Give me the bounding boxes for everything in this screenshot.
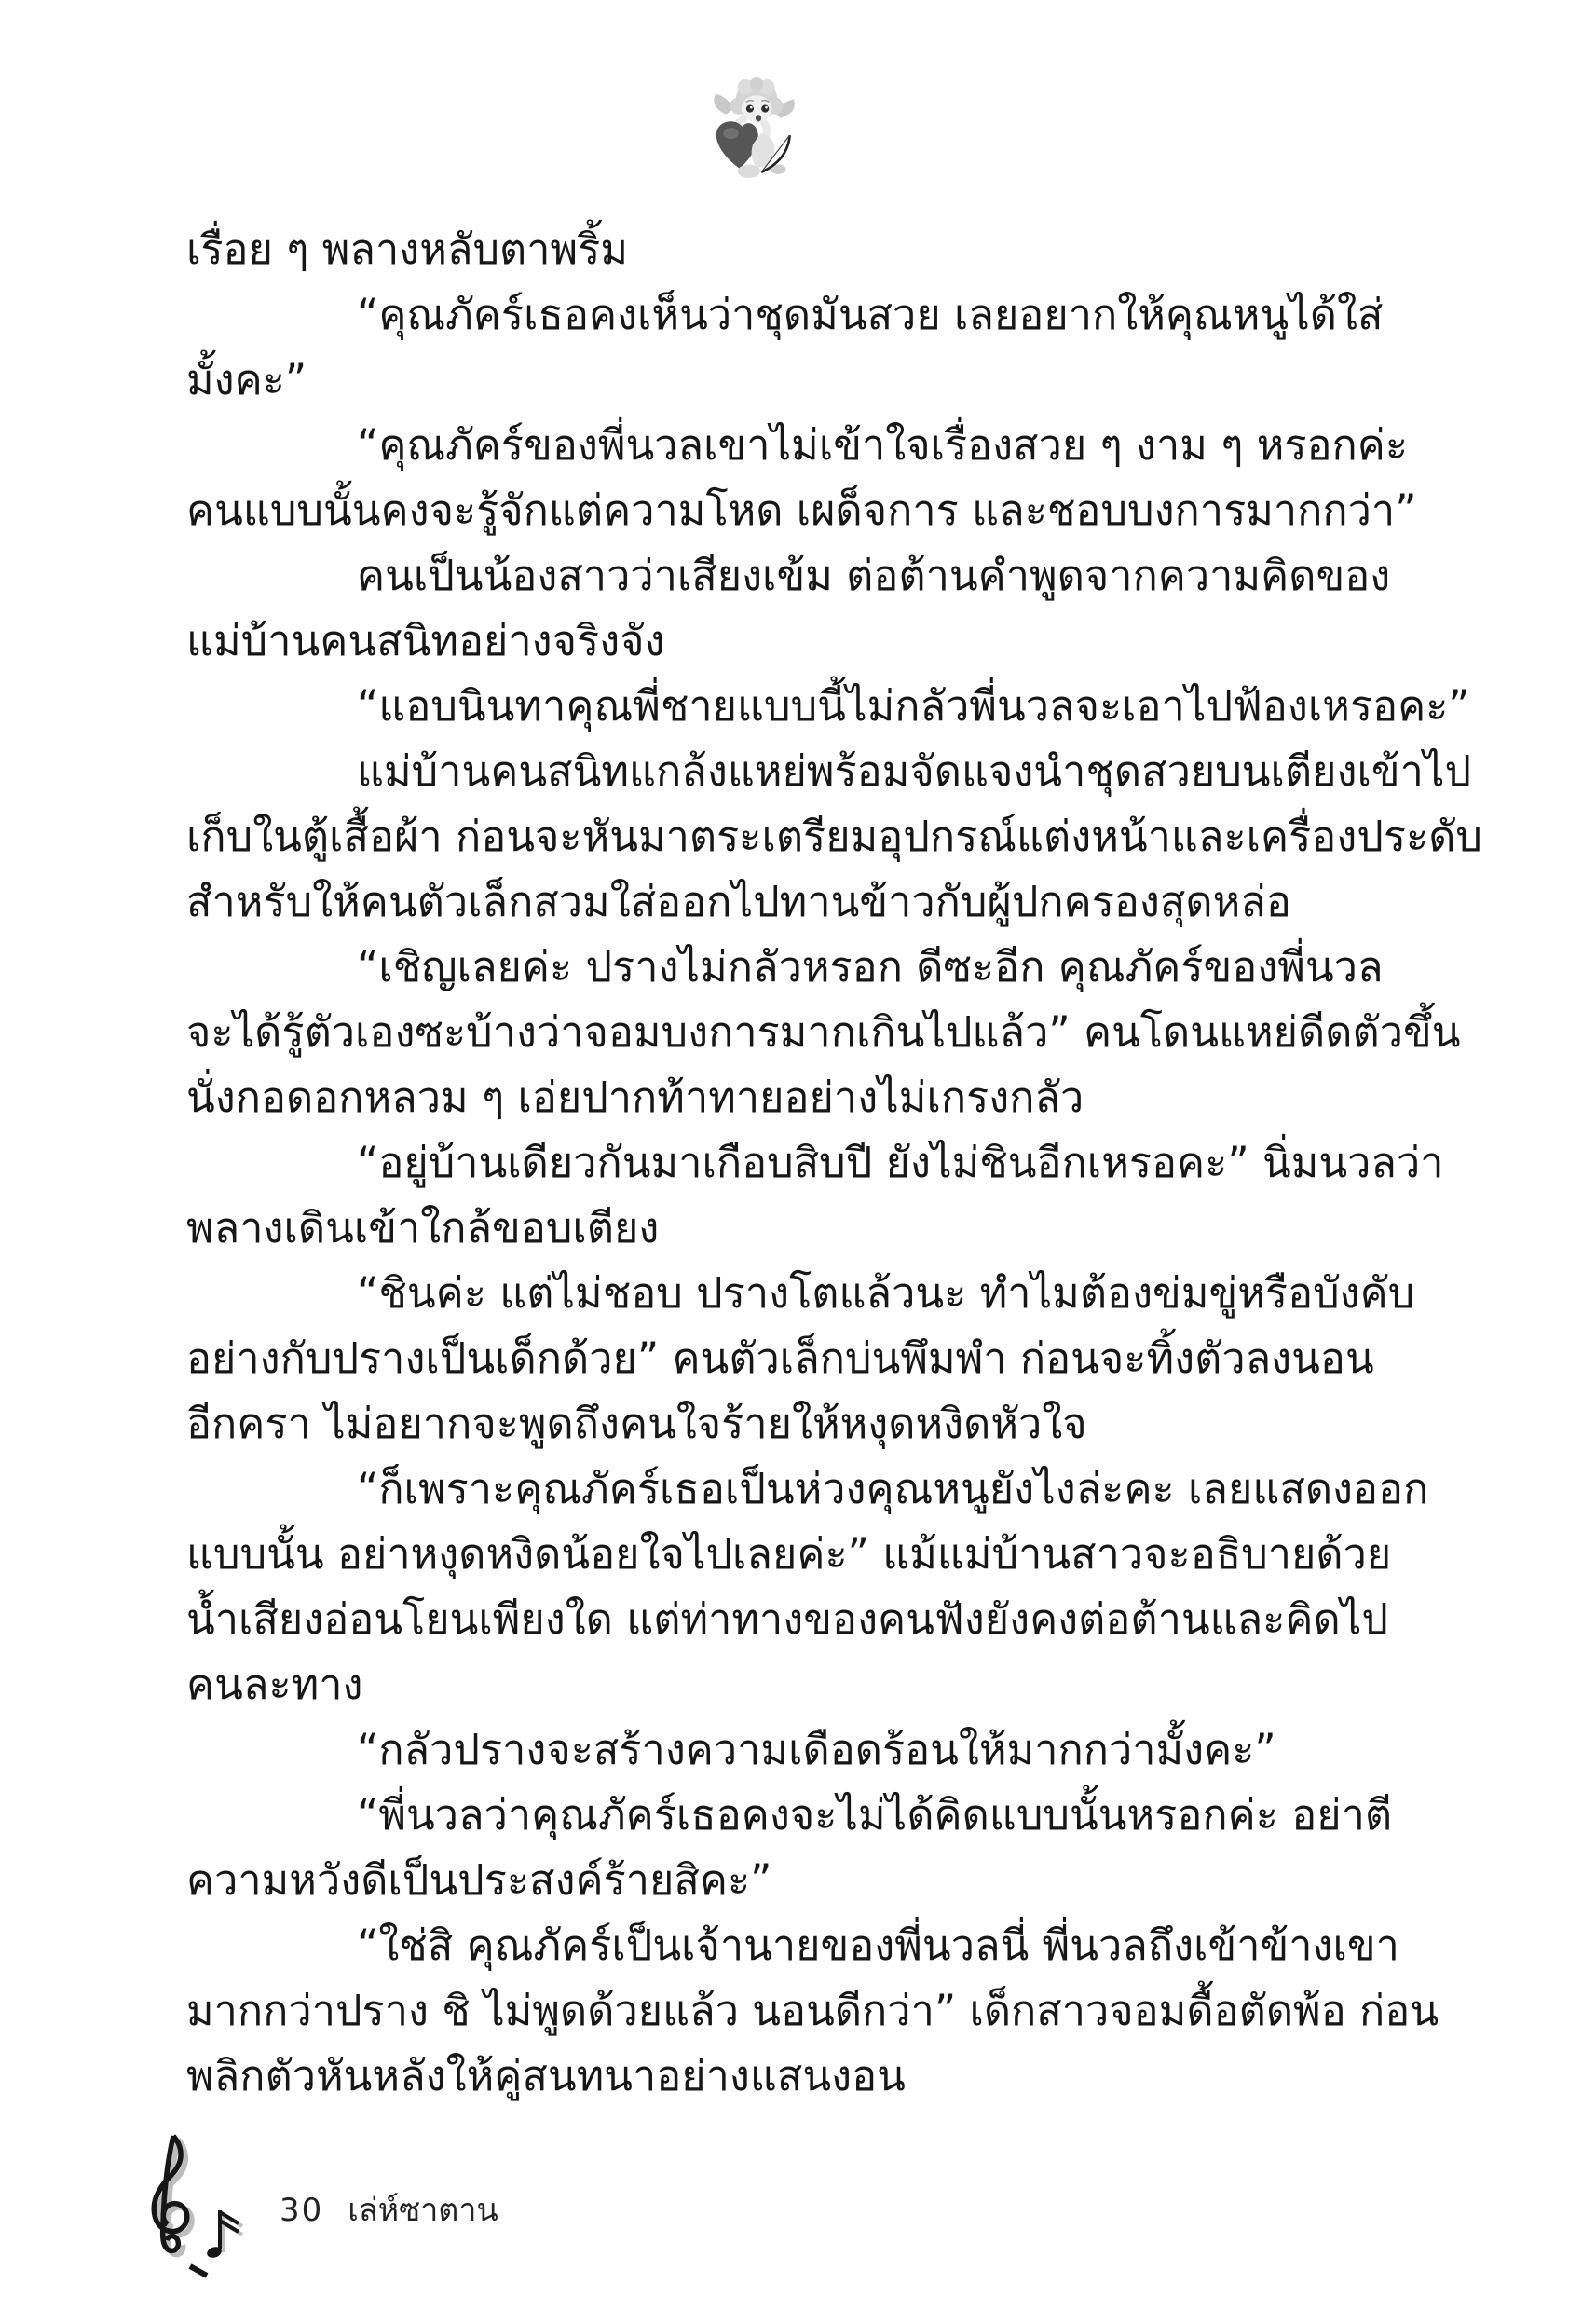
text-line: “อยู่บ้านเดียวกันมาเกือบสิบปี ยังไม่ชินอีกเหรอคะ” นิ่มนวลว่า: [357, 1138, 1444, 1187]
text-line: พลิกตัวหันหลังให้คู่สนทนาอย่างแสนงอน: [186, 2051, 906, 2100]
text-line: นั่งกอดอกหลวม ๆ เอ่ยปากท้าทายอย่างไม่เกรงกลัว: [186, 1073, 1084, 1122]
text-line: น้ำเสียงอ่อนโยนเพียงใด แต่ท่าทางของคนฟังยังคงต่อต้านและคิดไป: [186, 1594, 1388, 1644]
text-line: “กลัวปรางจะสร้างความเดือดร้อนให้มากกว่ามั้งคะ”: [357, 1725, 1276, 1774]
text-line: แม่บ้านคนสนิทแกล้งแหย่พร้อมจัดแจงนำชุดสวยบนเตียงเข้าไป: [357, 746, 1472, 796]
text-line: คนละทาง: [186, 1660, 363, 1709]
body-text: [186, 217, 1483, 2109]
text-line: คนเป็นน้องสาวว่าเสียงเข้ม ต่อต้านคำพูดจากความคิดของ: [357, 551, 1391, 600]
text-line: “พี่นวลว่าคุณภัคร์เธอคงจะไม่ได้คิดแบบนั้นหรอกค่ะ อย่าตี: [357, 1790, 1393, 1839]
text-line: มั้งคะ”: [186, 355, 307, 404]
treble-clef-icon: [136, 2130, 255, 2289]
text-line: มากกว่าปราง ชิ ไม่พูดด้วยแล้ว นอนดีกว่า” เด็กสาวจอมดื้อตัดพ้อ ก่อน: [186, 1986, 1439, 2035]
text-line: เก็บในตู้เสื้อผ้า ก่อนจะหันมาตระเตรียมอุปกรณ์แต่งหน้าและเครื่องประดับ: [186, 812, 1483, 861]
text-line: พลางเดินเข้าใกล้ขอบเตียง: [186, 1203, 660, 1252]
text-line: “แอบนินทาคุณพี่ชายแบบนี้ไม่กลัวพี่นวลจะเอาไปฟ้องเหรอคะ”: [357, 681, 1470, 731]
text-line: “คุณภัคร์ของพี่นวลเขาไม่เข้าใจเรื่องสวย ๆ งาม ๆ หรอกค่ะ: [357, 420, 1409, 470]
text-line: สำหรับให้คนตัวเล็กสวมใส่ออกไปทานข้าวกับผู้ปกครองสุดหล่อ: [186, 877, 1291, 926]
text-line: ความหวังดีเป็นประสงค์ร้ายสิคะ”: [186, 1855, 772, 1905]
text-line: “คุณภัคร์เธอคงเห็นว่าชุดมันสวย เลยอยากให้คุณหนูได้ใส่: [357, 290, 1384, 339]
text-line: “เชิญเลยค่ะ ปรางไม่กลัวหรอก ดีซะอีก คุณภัคร์ของพี่นวล: [357, 942, 1384, 991]
footer: [280, 2184, 498, 2236]
text-line: อย่างกับปรางเป็นเด็กด้วย” คนตัวเล็กบ่นพึมพำ ก่อนจะทิ้งตัวลงนอน: [186, 1333, 1374, 1383]
text-line: จะได้รู้ตัวเองซะบ้างว่าจอมบงการมากเกินไปแล้ว” คนโดนแหย่ดีดตัวขึ้น: [186, 1007, 1461, 1057]
page-number: 30: [280, 2192, 324, 2229]
text-line: “ใช่สิ คุณภัคร์เป็นเจ้านายของพี่นวลนี่ พี่นวลถึงเข้าข้างเขา: [357, 1921, 1399, 1970]
text-line: แม่บ้านคนสนิทอย่างจริงจัง: [186, 616, 665, 665]
text-line: “ชินค่ะ แต่ไม่ชอบ ปรางโตแล้วนะ ทำไมต้องข่มขู่หรือบังคับ: [357, 1268, 1415, 1318]
cupid-heart-illustration: [705, 76, 804, 183]
text-line: คนแบบนั้นคงจะรู้จักแต่ความโหด เผด็จการ และชอบบงการมากกว่า”: [186, 485, 1417, 535]
text-line: แบบนั้น อย่าหงุดหงิดน้อยใจไปเลยค่ะ” แม้แม่บ้านสาวจะอธิบายด้วย: [186, 1529, 1392, 1579]
text-line: อีกครา ไม่อยากจะพูดถึงคนใจร้ายให้หงุดหงิดหัวใจ: [186, 1399, 1087, 1448]
text-line: เรื่อย ๆ พลางหลับตาพริ้ม: [186, 225, 628, 274]
book-title: เล่ห์ซาตาน: [348, 2192, 498, 2229]
text-line: “ก็เพราะคุณภัคร์เธอเป็นห่วงคุณหนูยังไงล่ะคะ เลยแสดงออก: [357, 1464, 1429, 1513]
